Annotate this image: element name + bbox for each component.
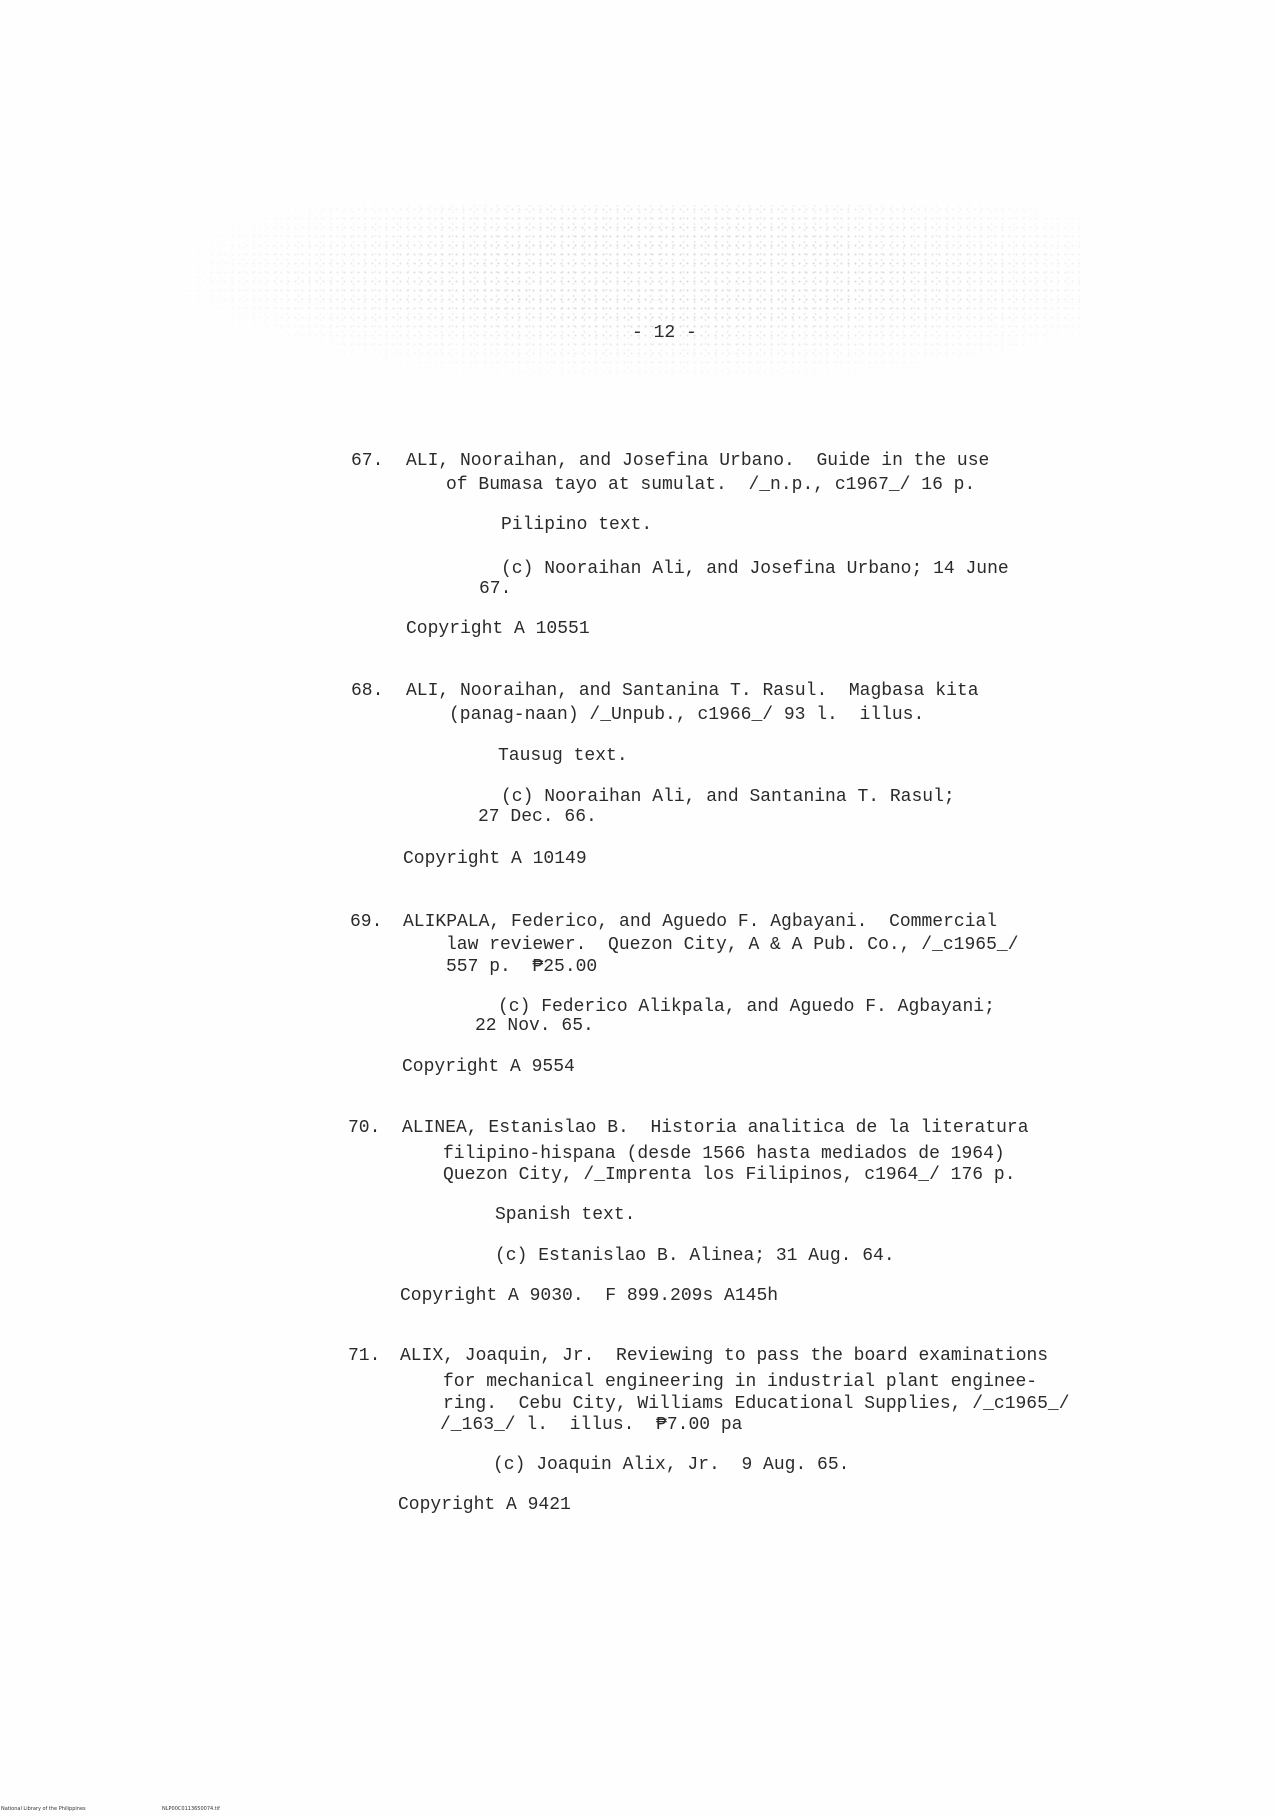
entry-citation-line: (panag-naan) /_Unpub., c1966_/ 93 l. illus. (449, 705, 925, 725)
entry-citation-line: ALINEA, Estanislao B. Historia analitica de la literatura (402, 1118, 1029, 1138)
entry-number: 70. (348, 1118, 381, 1138)
entry-copyright-number: Copyright A 9421 (398, 1495, 571, 1515)
entry-citation-line: filipino-hispana (desde 1566 hasta mediados de 1964) (443, 1144, 1005, 1164)
entry-copyright-number: Copyright A 9554 (402, 1057, 575, 1077)
page-number: - 12 - (632, 323, 697, 343)
scan-noise (180, 205, 1080, 380)
entry-number: 68. (351, 681, 384, 701)
entry-note: Pilipino text. (501, 515, 653, 535)
footer-file-name: NLP00C0113650074.tif (162, 1806, 220, 1812)
entry-copyright-notice: 27 Dec. 66. (478, 807, 597, 827)
entry-number: 67. (351, 451, 384, 471)
entry-copyright-number: Copyright A 9030. F 899.209s A145h (400, 1286, 779, 1306)
entry-citation-line: ALIX, Joaquin, Jr. Reviewing to pass the board examinations (400, 1346, 1049, 1366)
entry-citation-line: for mechanical engineering in industrial plant enginee- (443, 1372, 1038, 1392)
entry-citation-line: Quezon City, /_Imprenta los Filipinos, c1964_/ 176 p. (443, 1165, 1016, 1185)
entry-copyright-number: Copyright A 10149 (403, 849, 587, 869)
entry-number: 69. (350, 912, 383, 932)
entry-citation-line: 557 p. ₱25.00 (446, 957, 598, 977)
entry-copyright-notice: (c) Federico Alikpala, and Aguedo F. Agbayani; (498, 997, 995, 1017)
entry-copyright-notice: (c) Nooraihan Ali, and Santanina T. Rasul; (501, 787, 955, 807)
entry-copyright-number: Copyright A 10551 (406, 619, 590, 639)
entry-copyright-notice: (c) Estanislao B. Alinea; 31 Aug. 64. (495, 1246, 895, 1266)
entry-citation-line: ALI, Nooraihan, and Josefina Urbano. Guide in the use (406, 451, 990, 471)
entry-copyright-notice: (c) Joaquin Alix, Jr. 9 Aug. 65. (493, 1455, 850, 1475)
entry-citation-line: law reviewer. Quezon City, A & A Pub. Co., /_c1965_/ (446, 935, 1019, 955)
footer-library-name: National Library of the Philippines (1, 1806, 86, 1812)
entry-copyright-notice: (c) Nooraihan Ali, and Josefina Urbano; 14 June (501, 559, 1009, 579)
entry-citation-line: /_163_/ l. illus. ₱7.00 pa (440, 1415, 743, 1435)
entry-number: 71. (348, 1346, 381, 1366)
entry-citation-line: ALIKPALA, Federico, and Aguedo F. Agbayani. Commercial (403, 912, 998, 932)
entry-note: Spanish text. (495, 1205, 636, 1225)
entry-citation-line: ring. Cebu City, Williams Educational Supplies, /_c1965_/ (443, 1394, 1070, 1414)
entry-citation-line: of Bumasa tayo at sumulat. /_n.p., c1967_/ 16 p. (446, 475, 976, 495)
entry-citation-line: ALI, Nooraihan, and Santanina T. Rasul. Magbasa kita (406, 681, 979, 701)
entry-note: Tausug text. (498, 746, 628, 766)
entry-copyright-notice: 22 Nov. 65. (475, 1016, 594, 1036)
entry-copyright-notice: 67. (479, 579, 512, 599)
